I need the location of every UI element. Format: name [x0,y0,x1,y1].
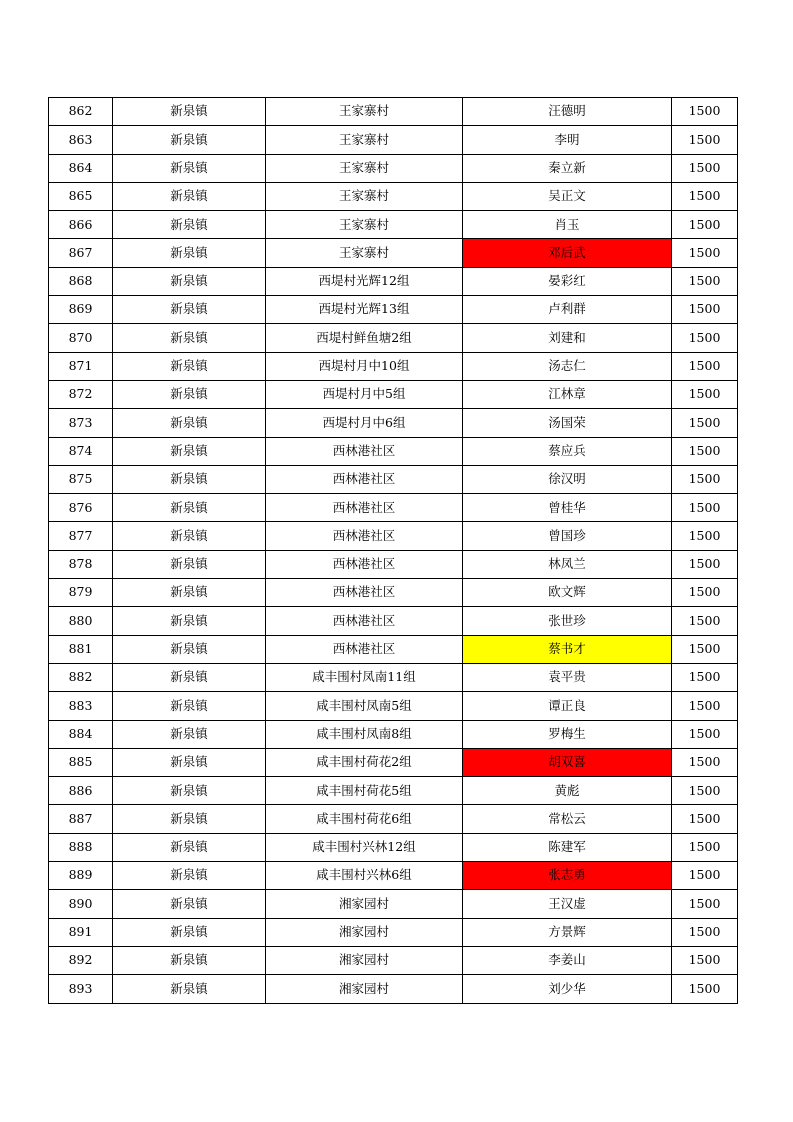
town-cell: 新泉镇 [113,748,266,776]
table-row [49,465,738,493]
row-number-cell: 888 [49,833,113,861]
village-cell: 西堤村鲜鱼塘2组 [266,324,463,352]
name-cell: 方景辉 [463,918,672,946]
village-cell: 西林港社区 [266,607,463,635]
table-row [49,409,738,437]
name-cell: 蔡书才 [463,635,672,663]
amount-cell: 1500 [672,890,738,918]
name-cell: 黄彪 [463,777,672,805]
table-row [49,975,738,1003]
name-cell: 肖玉 [463,211,672,239]
table-row [49,211,738,239]
table-row [49,777,738,805]
town-cell: 新泉镇 [113,918,266,946]
amount-cell: 1500 [672,975,738,1003]
amount-cell: 1500 [672,324,738,352]
town-cell: 新泉镇 [113,692,266,720]
town-cell: 新泉镇 [113,635,266,663]
amount-cell: 1500 [672,437,738,465]
name-cell: 常松云 [463,805,672,833]
town-cell: 新泉镇 [113,211,266,239]
amount-cell: 1500 [672,522,738,550]
row-number-cell: 876 [49,494,113,522]
town-cell: 新泉镇 [113,862,266,890]
amount-cell: 1500 [672,296,738,324]
amount-cell: 1500 [672,211,738,239]
amount-cell: 1500 [672,748,738,776]
town-cell: 新泉镇 [113,324,266,352]
amount-cell: 1500 [672,182,738,210]
village-cell: 西堤村光辉13组 [266,296,463,324]
row-number-cell: 889 [49,862,113,890]
name-cell: 陈建军 [463,833,672,861]
table-row [49,182,738,210]
name-cell: 袁平贵 [463,663,672,691]
village-cell: 湘家园村 [266,975,463,1003]
row-number-cell: 882 [49,663,113,691]
table-row [49,154,738,182]
village-cell: 王家寨村 [266,98,463,126]
amount-cell: 1500 [672,805,738,833]
town-cell: 新泉镇 [113,239,266,267]
town-cell: 新泉镇 [113,720,266,748]
table-row [49,296,738,324]
amount-cell: 1500 [672,862,738,890]
amount-cell: 1500 [672,579,738,607]
town-cell: 新泉镇 [113,380,266,408]
name-cell: 曾国珍 [463,522,672,550]
village-cell: 咸丰围村凤南8组 [266,720,463,748]
table-row [49,720,738,748]
amount-cell: 1500 [672,126,738,154]
name-cell: 江林章 [463,380,672,408]
amount-cell: 1500 [672,663,738,691]
town-cell: 新泉镇 [113,550,266,578]
table-row [49,862,738,890]
village-cell: 王家寨村 [266,239,463,267]
row-number-cell: 872 [49,380,113,408]
name-cell: 王汉虚 [463,890,672,918]
village-cell: 西堤村月中5组 [266,380,463,408]
amount-cell: 1500 [672,154,738,182]
name-cell: 欧文辉 [463,579,672,607]
name-cell: 吴正文 [463,182,672,210]
table-row [49,890,738,918]
table-row [49,550,738,578]
name-cell: 张志勇 [463,862,672,890]
name-cell: 李明 [463,126,672,154]
row-number-cell: 866 [49,211,113,239]
village-cell: 王家寨村 [266,182,463,210]
town-cell: 新泉镇 [113,437,266,465]
table-row [49,98,738,126]
row-number-cell: 863 [49,126,113,154]
name-cell: 张世珍 [463,607,672,635]
table-row [49,579,738,607]
amount-cell: 1500 [672,352,738,380]
row-number-cell: 884 [49,720,113,748]
amount-cell: 1500 [672,267,738,295]
name-cell: 秦立新 [463,154,672,182]
name-cell: 李姜山 [463,946,672,974]
table-row [49,437,738,465]
town-cell: 新泉镇 [113,890,266,918]
row-number-cell: 862 [49,98,113,126]
amount-cell: 1500 [672,720,738,748]
town-cell: 新泉镇 [113,946,266,974]
amount-cell: 1500 [672,635,738,663]
town-cell: 新泉镇 [113,663,266,691]
row-number-cell: 887 [49,805,113,833]
town-cell: 新泉镇 [113,154,266,182]
amount-cell: 1500 [672,494,738,522]
amount-cell: 1500 [672,692,738,720]
table-row [49,635,738,663]
name-cell: 晏彩红 [463,267,672,295]
name-cell: 徐汉明 [463,465,672,493]
name-cell: 刘少华 [463,975,672,1003]
table-row [49,805,738,833]
town-cell: 新泉镇 [113,975,266,1003]
table-row [49,663,738,691]
row-number-cell: 875 [49,465,113,493]
amount-cell: 1500 [672,465,738,493]
village-cell: 咸丰围村兴林6组 [266,862,463,890]
table-row [49,494,738,522]
name-cell: 邓后武 [463,239,672,267]
row-number-cell: 867 [49,239,113,267]
name-cell: 汤志仁 [463,352,672,380]
row-number-cell: 885 [49,748,113,776]
row-number-cell: 879 [49,579,113,607]
row-number-cell: 881 [49,635,113,663]
village-cell: 西堤村光辉12组 [266,267,463,295]
village-cell: 西堤村月中10组 [266,352,463,380]
amount-cell: 1500 [672,777,738,805]
name-cell: 曾桂华 [463,494,672,522]
name-cell: 卢利群 [463,296,672,324]
amount-cell: 1500 [672,239,738,267]
name-cell: 蔡应兵 [463,437,672,465]
town-cell: 新泉镇 [113,352,266,380]
village-cell: 西林港社区 [266,437,463,465]
village-cell: 湘家园村 [266,946,463,974]
name-cell: 刘建和 [463,324,672,352]
town-cell: 新泉镇 [113,494,266,522]
row-number-cell: 886 [49,777,113,805]
village-cell: 王家寨村 [266,211,463,239]
town-cell: 新泉镇 [113,267,266,295]
name-cell: 胡双喜 [463,748,672,776]
town-cell: 新泉镇 [113,805,266,833]
amount-cell: 1500 [672,833,738,861]
row-number-cell: 890 [49,890,113,918]
row-number-cell: 870 [49,324,113,352]
table-row [49,380,738,408]
village-cell: 西林港社区 [266,465,463,493]
town-cell: 新泉镇 [113,409,266,437]
row-number-cell: 871 [49,352,113,380]
row-number-cell: 880 [49,607,113,635]
table-row [49,748,738,776]
roster-table [48,97,738,1004]
row-number-cell: 864 [49,154,113,182]
row-number-cell: 883 [49,692,113,720]
amount-cell: 1500 [672,380,738,408]
town-cell: 新泉镇 [113,296,266,324]
roster-table-body [49,98,738,1004]
row-number-cell: 891 [49,918,113,946]
village-cell: 湘家园村 [266,890,463,918]
amount-cell: 1500 [672,946,738,974]
town-cell: 新泉镇 [113,182,266,210]
village-cell: 湘家园村 [266,918,463,946]
table-row [49,918,738,946]
town-cell: 新泉镇 [113,98,266,126]
row-number-cell: 878 [49,550,113,578]
town-cell: 新泉镇 [113,607,266,635]
village-cell: 西林港社区 [266,522,463,550]
amount-cell: 1500 [672,550,738,578]
table-row [49,946,738,974]
row-number-cell: 874 [49,437,113,465]
table-row [49,126,738,154]
name-cell: 谭正良 [463,692,672,720]
town-cell: 新泉镇 [113,579,266,607]
amount-cell: 1500 [672,409,738,437]
table-row [49,833,738,861]
town-cell: 新泉镇 [113,777,266,805]
row-number-cell: 865 [49,182,113,210]
village-cell: 咸丰围村荷花6组 [266,805,463,833]
name-cell: 罗梅生 [463,720,672,748]
name-cell: 林凤兰 [463,550,672,578]
village-cell: 西林港社区 [266,579,463,607]
village-cell: 西林港社区 [266,635,463,663]
town-cell: 新泉镇 [113,465,266,493]
row-number-cell: 893 [49,975,113,1003]
row-number-cell: 868 [49,267,113,295]
amount-cell: 1500 [672,918,738,946]
village-cell: 咸丰围村荷花2组 [266,748,463,776]
name-cell: 汤国荣 [463,409,672,437]
table-row [49,352,738,380]
village-cell: 西林港社区 [266,494,463,522]
village-cell: 王家寨村 [266,154,463,182]
village-cell: 王家寨村 [266,126,463,154]
row-number-cell: 892 [49,946,113,974]
table-row [49,267,738,295]
table-row [49,324,738,352]
table-row [49,522,738,550]
table-row [49,607,738,635]
town-cell: 新泉镇 [113,126,266,154]
row-number-cell: 873 [49,409,113,437]
amount-cell: 1500 [672,607,738,635]
village-cell: 西林港社区 [266,550,463,578]
village-cell: 西堤村月中6组 [266,409,463,437]
amount-cell: 1500 [672,98,738,126]
village-cell: 咸丰围村凤南5组 [266,692,463,720]
village-cell: 咸丰围村兴林12组 [266,833,463,861]
table-row [49,239,738,267]
town-cell: 新泉镇 [113,522,266,550]
row-number-cell: 869 [49,296,113,324]
table-row [49,692,738,720]
row-number-cell: 877 [49,522,113,550]
name-cell: 汪德明 [463,98,672,126]
village-cell: 咸丰围村荷花5组 [266,777,463,805]
town-cell: 新泉镇 [113,833,266,861]
village-cell: 咸丰围村凤南11组 [266,663,463,691]
